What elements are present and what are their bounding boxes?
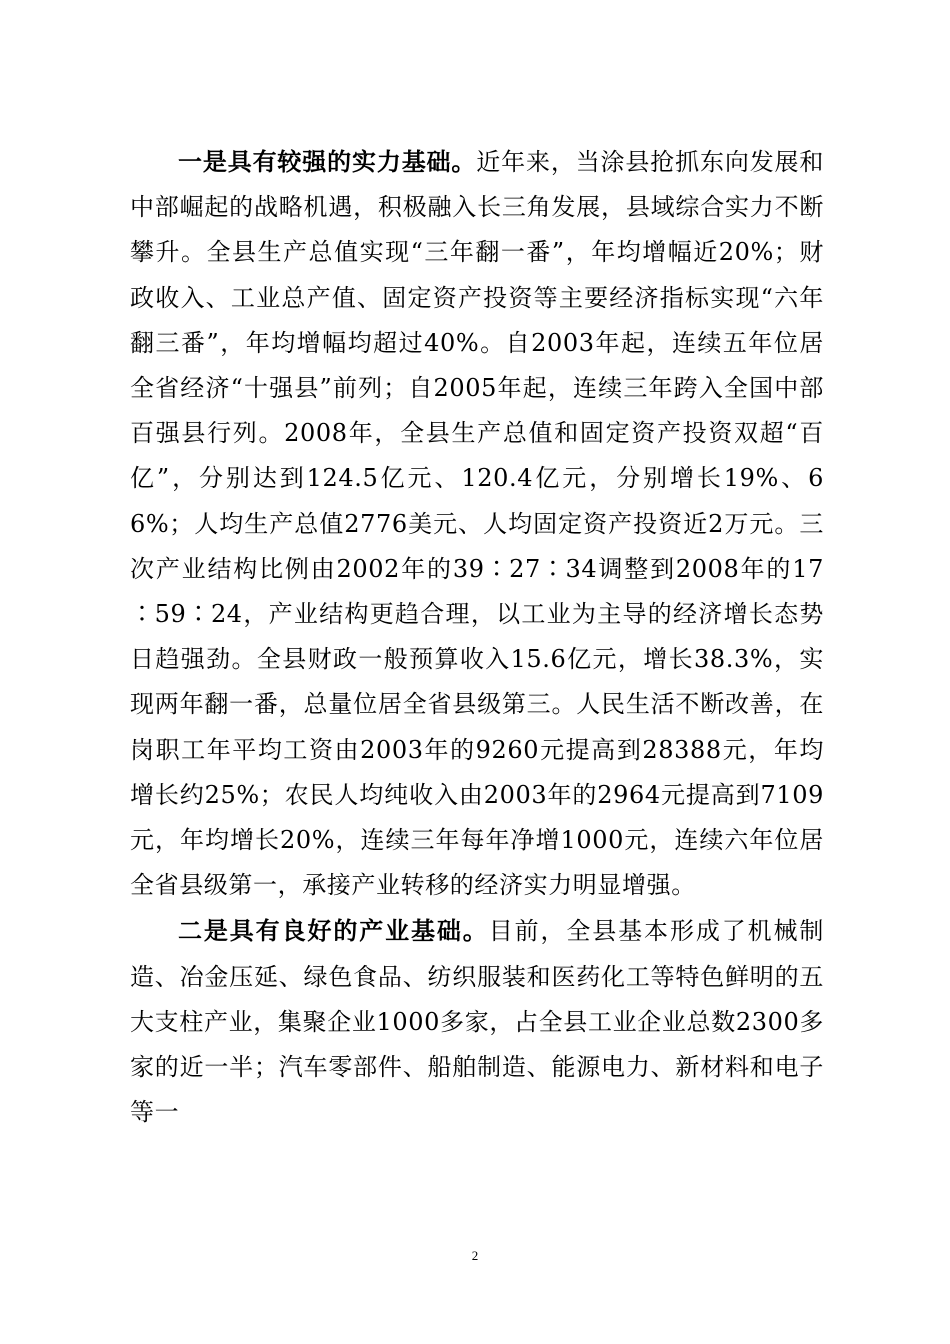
paragraph-body-text: 近年来，当涂县抢抓东向发展和中部崛起的战略机遇，积极融入长三角发展，县域综合实力不断攀升。全县生产总值实现“三年翻一番”，年均增幅近20%；财政收入、工业总产值、固定资产投资等主要经济指标实现“六年翻三番”，年均增幅均超过40%。自2003年起，连续五年位居全省经济“十强县”前列；自2005年起，连续三年跨入全国中部百强县行列。2008年，全县生产总值和固定资产投资双超“百亿”，分别达到124.5亿元、120.4亿元，分别增长19%、66%；人均生产总值2776美元、人均固定资产投资近2万元。三次产业结构比例由2002年的39∶27∶34调整到2008年的17∶59∶24，产业结构更趋合理，以工业为主导的经济增长态势日趋强劲。全县财政一般预算收入15.6亿元，增长38.3%，实现两年翻一番，总量位居全省县级第三。人民生活不断改善，在岗职工年平均工资由2003年的9260元提高到28388元，年均增长约25%；农民人均纯收入由2003年的2964元提高到7109元，年均增长20%，连续三年每年净增1000元，连续六年位居全省县级第一，承接产业转移的经济实力明显增强。 [130, 148, 825, 900]
page-number: 2 [471, 1248, 479, 1263]
paragraph-body-text: 目前，全县基本形成了机械制造、冶金压延、绿色食品、纺织服装和医药化工等特色鲜明的五大支柱产业，集聚企业1000多家，占全县工业企业总数2300多家的近一半；汽车零部件、船舶制造、能源电力、新材料和电子等一 [130, 917, 824, 1127]
paragraph-industry-foundation [130, 908, 824, 1135]
document-body [130, 139, 824, 1135]
paragraph-lead-heading: 一是具有较强的实力基础。 [178, 147, 477, 176]
paragraph-strength-foundation [130, 139, 824, 908]
paragraph-lead-heading: 二是具有良好的产业基础。 [178, 916, 489, 946]
